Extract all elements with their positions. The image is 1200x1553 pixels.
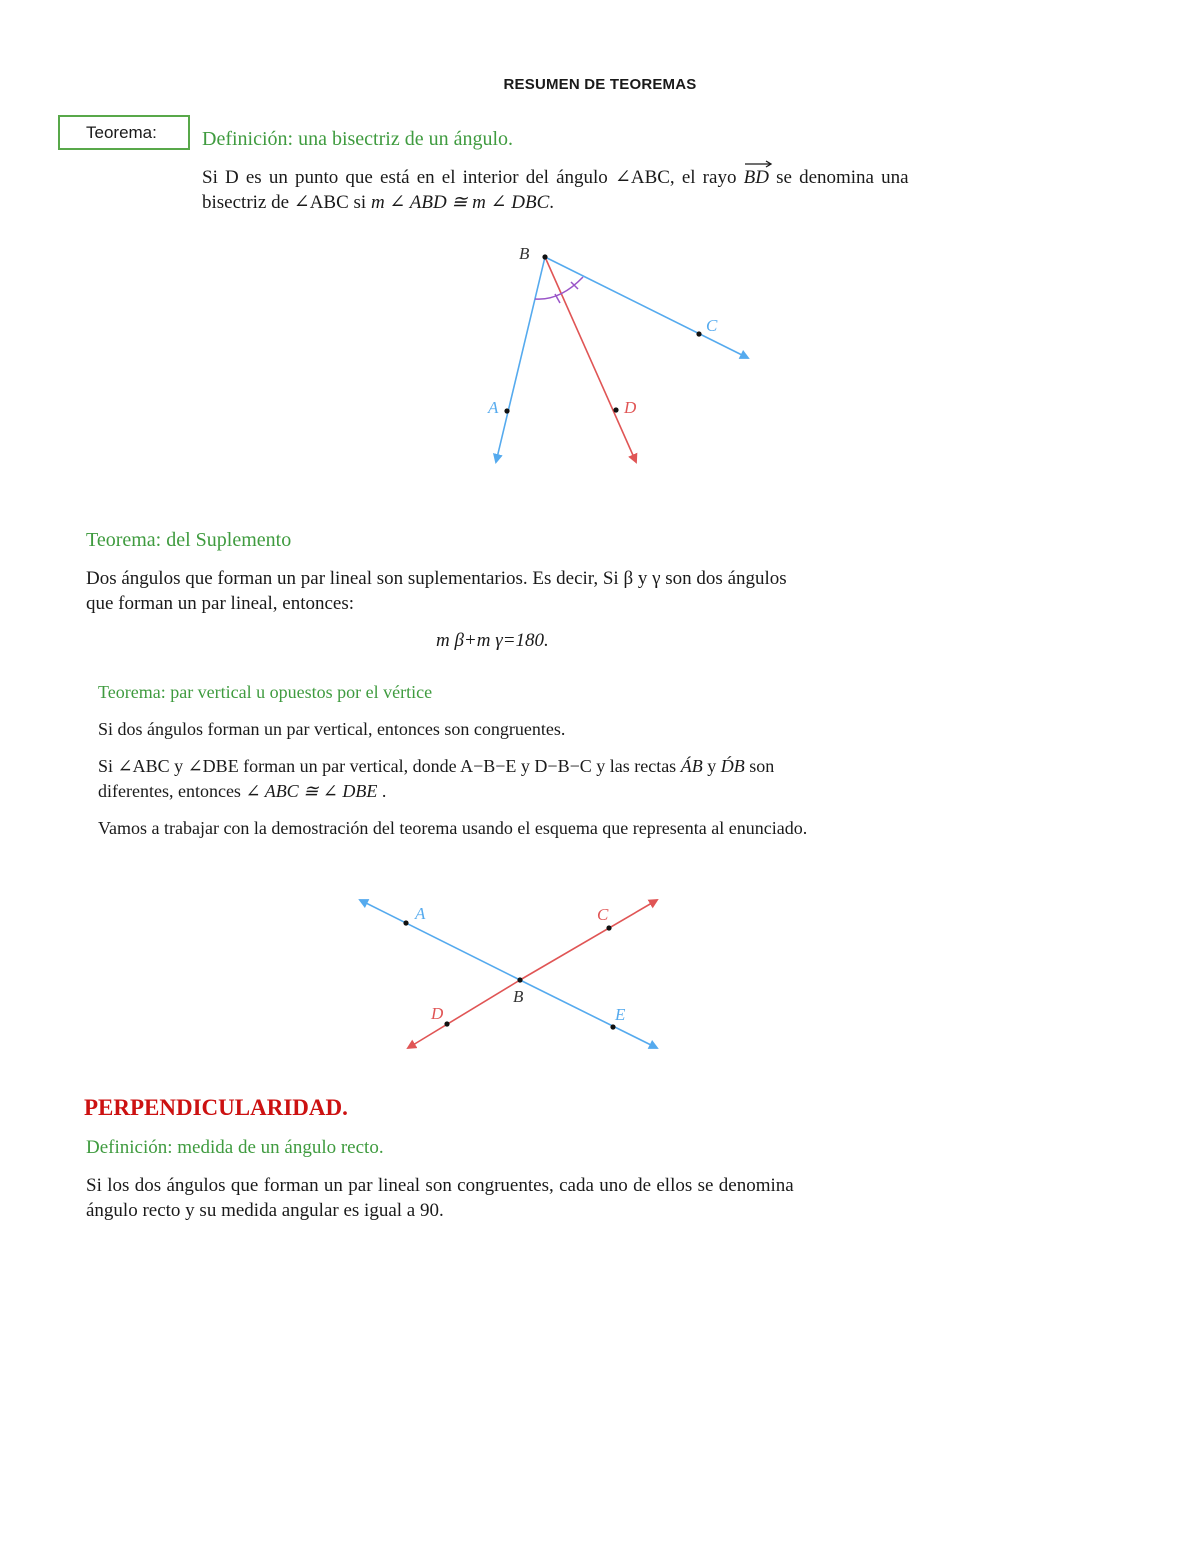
vertical-math: ∠ ABC ≅ ∠ DBE [245, 781, 378, 801]
ray-arrow-icon [744, 160, 774, 168]
bisectriz-math: m ∠ ABD ≅ m ∠ DBC [370, 192, 550, 213]
label-d: D [431, 1004, 444, 1023]
line-dc-down [408, 980, 520, 1048]
point-d [613, 407, 618, 412]
vertical-p2-line1: Si ∠ABC y ∠DBE forman un par vertical, donde A−B−E y D−B−C y las rectas ÁB y D́B son [98, 756, 775, 776]
perpendicularidad-line1: Si los dos ángulos que forman un par lineal son congruentes, cada uno de ellos se denomina [86, 1175, 794, 1196]
suplemento-formula: m β+m γ=180. [436, 630, 549, 651]
point-b [542, 254, 547, 259]
vertical-p3: Vamos a trabajar con la demostración del teorema usando el esquema que representa al enunciado. [98, 818, 808, 838]
point-a [504, 408, 509, 413]
perpendicularidad-title: PERPENDICULARIDAD. [84, 1095, 348, 1120]
line-ae-left [360, 900, 520, 980]
vertical-p1: Si dos ángulos forman un par vertical, entonces son congruentes. [98, 719, 566, 739]
perpendicularidad-line2: ángulo recto y su medida angular es igual a 90. [86, 1200, 444, 1221]
ray-ba [496, 257, 545, 462]
point-c [696, 331, 701, 336]
bisectriz-text-line1 [202, 165, 1009, 190]
bisector-figure [480, 238, 770, 473]
point-a [403, 920, 408, 925]
point-c [606, 925, 611, 930]
vertical-angles-figure [350, 890, 670, 1060]
ray-bc [545, 257, 748, 358]
vertical-p2-line2: diferentes, entonces ∠ ABC ≅ ∠ DBE . [98, 781, 387, 801]
suplemento-heading: Teorema: del Suplemento [86, 529, 292, 551]
line-ae-right [520, 980, 657, 1048]
bisectriz-line2-a: bisectriz de ∠ABC si [202, 192, 371, 213]
bisectriz-line1-b: se denomina una [768, 167, 909, 188]
line-db: D́B [720, 756, 745, 776]
label-e: E [615, 1005, 626, 1024]
label-d: D [624, 398, 637, 417]
label-c: C [706, 316, 718, 335]
bisectriz-text-line2 [202, 190, 554, 215]
bisectriz-line2-c: . [549, 192, 554, 213]
perpendicularidad-heading: Definición: medida de un ángulo recto. [86, 1137, 384, 1158]
label-b: B [513, 987, 524, 1006]
ray-bd: BD [744, 165, 769, 190]
label-a: A [415, 904, 426, 923]
bisectriz-heading: Definición: una bisectriz de un ángulo. [202, 128, 514, 150]
line-ab: ÁB [680, 756, 703, 776]
suplemento-line2: que forman un par lineal, entonces: [86, 593, 355, 614]
label-b: B [519, 244, 530, 263]
suplemento-line1: Dos ángulos que forman un par lineal son suplementarios. Es decir, Si β y γ son dos ángulos [86, 568, 787, 589]
label-a: A [488, 398, 499, 417]
page-title: RESUMEN DE TEOREMAS [503, 76, 697, 93]
line-dc-up [520, 900, 657, 980]
bisectriz-line1-a: Si D es un punto que está en el interior del ángulo ∠ABC, el rayo [202, 167, 744, 188]
vertical-heading: Teorema: par vertical u opuestos por el vértice [98, 682, 433, 702]
point-b [517, 977, 522, 982]
point-e [610, 1024, 615, 1029]
label-c: C [597, 905, 609, 924]
teorema-label-box: Teorema: [58, 115, 190, 150]
ray-bd [545, 257, 636, 462]
point-d [444, 1021, 449, 1026]
